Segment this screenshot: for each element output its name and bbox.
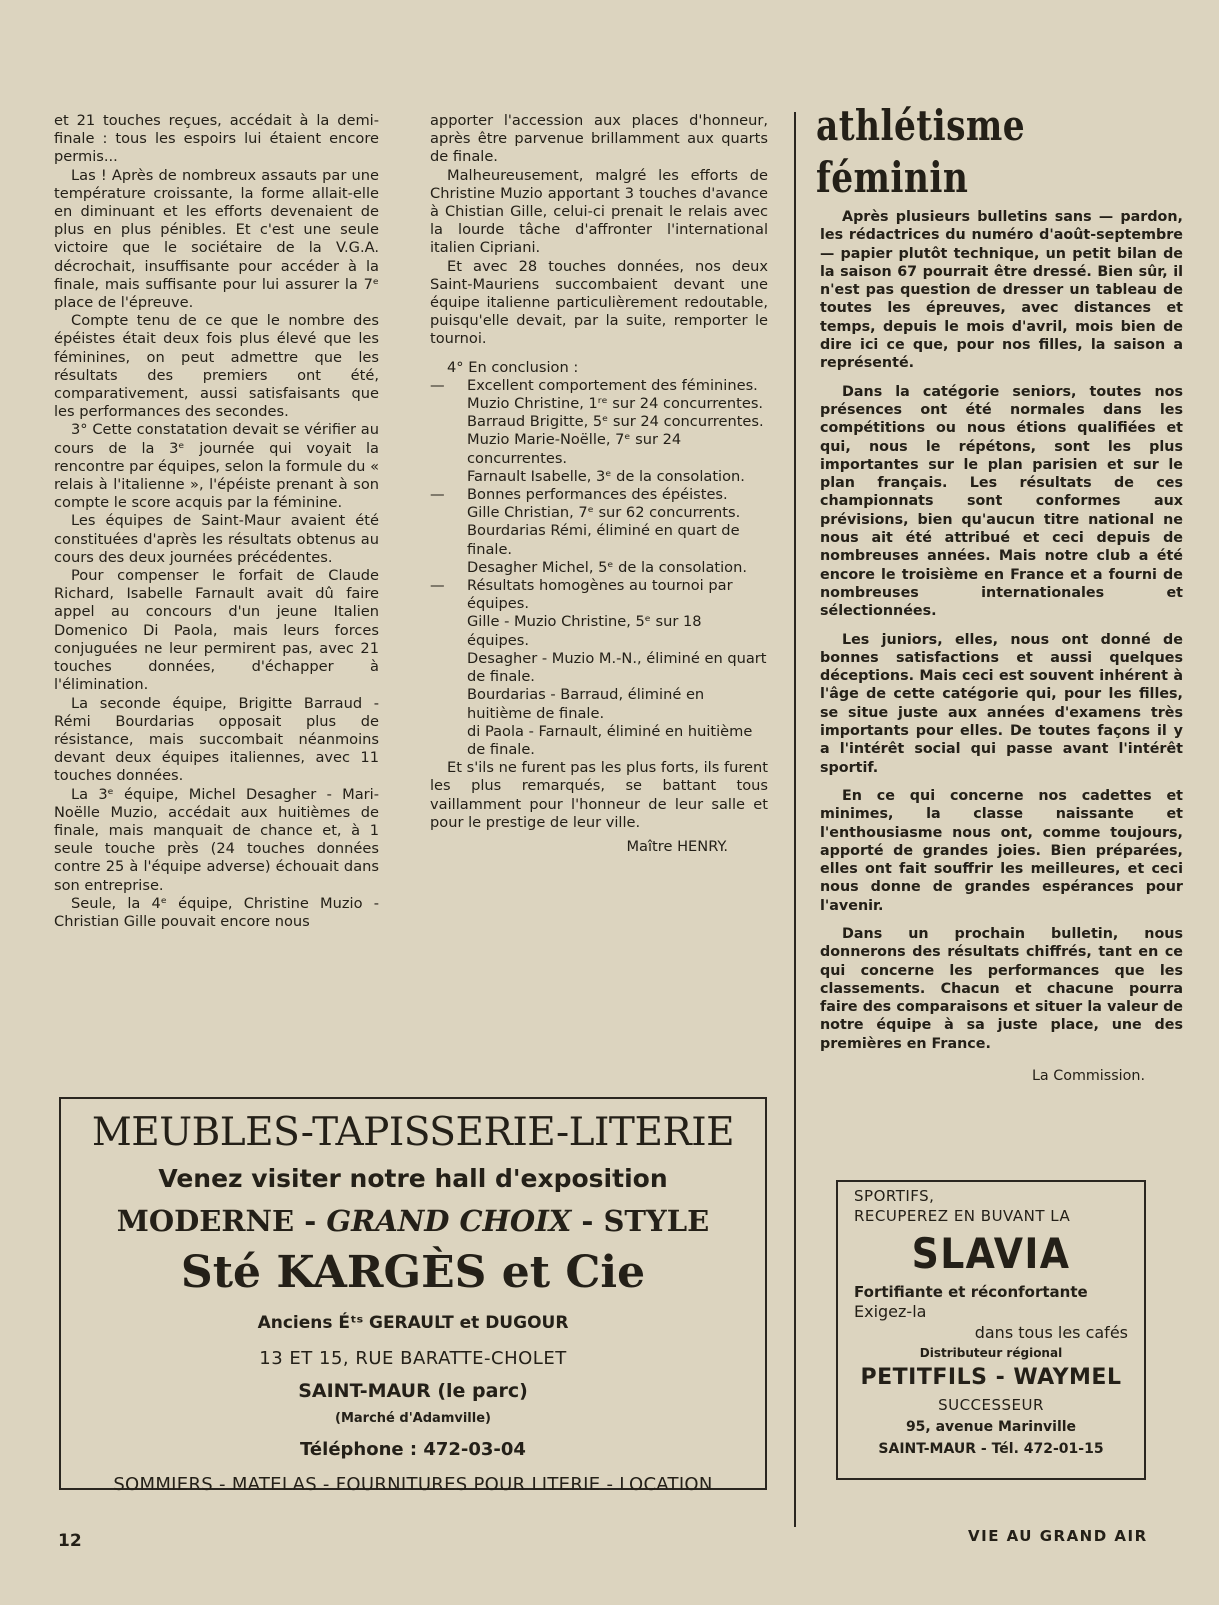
paragraph: Compte tenu de ce que le nombre des épéistes était deux fois plus élevé que les féminines, on peut admettre que les résultats des premiers ont été, comparativement, aussi satisfaisants que les performances des secondes. [54,312,379,421]
section-heading: Résultats homogènes au tournoi par équipes. [467,577,733,613]
result-entry: Muzio Christine, 1ʳᵉ sur 24 concurrentes. [467,395,764,413]
ad-address: 13 ET 15, RUE BARATTE-CHOLET [259,1348,567,1369]
paragraph: apporter l'accession aux places d'honneur, après être parvenue brillamment aux quarts de finale. [430,112,768,166]
ad-former-name: Anciens Éᵗˢ GERAULT et DUGOUR [257,1313,569,1333]
paragraph: et 21 touches reçues, accédait à la demi-finale : tous les espoirs lui étaient encore permis... [54,112,379,166]
column-divider [794,112,796,1527]
ad-slogan-part: MODERNE - [116,1204,327,1238]
ad-slogan [61,1199,765,1243]
paragraph: Les équipes de Saint-Maur avaient été constituées d'après les résultats obtenus au cours des deux journées précédentes. [54,512,379,566]
section-heading: Excellent comportement des féminines. [467,376,758,394]
section-heading: Bonnes performances des épéistes. [467,486,728,504]
result-entry: Gille - Muzio Christine, 5ᵉ sur 18 équipes. [467,613,702,649]
ad-tagline: Fortifiante et réconfortante [854,1283,1088,1301]
paragraph: Las ! Après de nombreux assauts par une température croissante, la forme allait-elle en diminuant et les efforts devenaient de plus en plus pénibles. Et c'est une seule victoire que le sociétaire de la V.G.A. décrochait, insuffisante pour accéder à la finale, mais suffisante pour lui assurer la 7ᵉ place de l'épreuve. [54,166,379,312]
ad-distributor-name: PETITFILS - WAYMEL [860,1365,1122,1390]
ad-successor: SUCCESSEUR [938,1396,1044,1414]
result-entry: Barraud Brigitte, 5ᵉ sur 24 concurrentes. [467,413,764,431]
paragraph: Et avec 28 touches données, nos deux Saint-Mauriens succombaient devant une équipe italienne particulièrement redoutable, puisqu'elle devait, par la suite, remporter le tournoi. [430,257,768,348]
conclusion-heading: 4° En conclusion : [447,358,579,376]
results-section [430,486,768,504]
paragraph: Seule, la 4ᵉ équipe, Christine Muzio - Christian Gille pouvait encore nous [54,894,379,930]
ad-distributor-label: Distributeur régional [919,1346,1063,1360]
paragraph: La seconde équipe, Brigitte Barraud - Rémi Bourdarias opposait plus de résistance, mais succombait néanmoins devant deux équipes italiennes, avec 11 touches données. [54,694,379,785]
result-entry: di Paola - Farnault, éliminé en huitième de finale. [467,722,753,758]
ad-company: Sté KARGÈS et Cie [180,1247,646,1298]
paragraph: Et s'ils ne furent pas les plus forts, ils furent les plus remarqués, se battant tous vaillamment pour l'honneur de leur salle et pour le prestige de leur ville. [430,759,768,831]
paragraph: Les juniors, elles, nous ont donné de bonnes satisfactions et aussi quelques déceptions. Mais ceci est souvent inhérent à l'âge de cette catégorie qui, pour les filles, se situe juste aux années d'examens très importants pour elles. De toutes façons il y a l'intérêt social qui passe avant l'intérêt sportif. [820,631,1183,776]
result-entry: Muzio Marie-Noëlle, 7ᵉ sur 24 concurrentes. [467,431,682,467]
paragraph: Dans un prochain bulletin, nous donnerons des résultats chiffrés, tant en ce qui concerne les performances que les classements. Chacun et chacune pourra faire des comparaisons et situer la valeur de notre équipe à sa juste place, une des premières en France. [820,925,1183,1052]
result-entry: Bourdarias Rémi, éliminé en quart de finale. [467,522,740,558]
result-entry: Desagher - Muzio M.-N., éliminé en quart de finale. [467,649,767,686]
paragraph: Après plusieurs bulletins sans — pardon, les rédactrices du numéro d'août-septembre — papier plutôt technique, un petit bilan de la saison 67 pourrait être dressé. Bien sûr, il n'est pas question de dresser un tableau de toutes les épreuves, avec distances et temps, depuis le mois d'avril, mois bien de dire ici ce que, pour nos filles, la saison a représenté. [820,209,1183,372]
ad-address: 95, avenue Marinville [905,1419,1077,1435]
dash: — [430,486,445,504]
ad-invitation: Venez visiter notre hall d'exposition [158,1164,668,1193]
results-section [430,577,768,613]
article-signature: La Commission. [1031,1068,1145,1085]
section-title: athlétisme féminin [816,101,1026,202]
fencing-article-column-1 [54,112,379,931]
dash: — [430,376,445,394]
furniture-advertisement [59,1097,767,1495]
ad-city-phone: SAINT-MAUR - Tél. 472-01-15 [878,1441,1104,1457]
paragraph: En ce qui concerne nos cadettes et minimes, la classe naissante et l'enthousiasme nous ont, comme toujours, apporté de grandes joies. Bien préparées, elles ont fait souffrir les meilleures, et ceci nous donne de grandes espérances pour l'avenir. [820,787,1183,914]
slavia-advertisement [836,1180,1146,1480]
paragraph: 3° Cette constatation devait se vérifier au cours de la 3ᵉ journée qui voyait la rencontre par équipes, selon la formule du « relais à l'italienne », l'épéiste prenant à son compte le score acquis par la féminine. [54,421,379,512]
ad-phone: Téléphone : 472-03-04 [300,1439,526,1460]
ad-products: SOMMIERS - MATELAS - FOURNITURES POUR LITERIE - LOCATION [113,1474,713,1495]
ad-market: (Marché d'Adamville) [335,1411,491,1426]
article-signature: Maître HENRY. [626,837,728,855]
page-number: 12 [58,1531,82,1551]
result-entry: Desagher Michel, 5ᵉ de la consolation. [467,558,747,576]
results-section [430,377,768,395]
ad-line: RECUPEREZ EN BUVANT LA [854,1207,1071,1225]
paragraph: La 3ᵉ équipe, Michel Desagher - Mari-Noëlle Muzio, accédait aux huitièmes de finale, mais manquait de chance et, à 1 seule touche près (24 touches données contre 25 à l'équipe adverse) échouait dans son entreprise. [54,785,379,894]
ad-brand: SLAVIA [911,1229,1071,1278]
ad-line: Exigez-la [854,1302,927,1321]
athletics-article [820,208,1183,1085]
paragraph: Pour compenser le forfait de Claude Richard, Isabelle Farnault avait dû faire appel au concours d'un jeune Italien Domenico Di Paola, mais leurs forces conjuguées ne leur permirent pas, avec 21 touches données, d'échapper à l'élimination. [54,567,379,694]
paragraph: Dans la catégorie seniors, toutes nos présences ont été normales dans les compétitions ou nous étions qualifiées et qui, nous le répétons, sont les plus importantes sur le plan parisien et sur le plan français. Les résultats de ces championnats sont conformes aux prévisions, bien qu'aucun titre national ne nous ait été attribué et ceci depuis de nombreuses années. Mais notre club a été encore le troisième en France et a fourni de nombreuses internationales et sélectionnées. [820,383,1183,620]
magazine-name: VIE AU GRAND AIR [968,1527,1148,1545]
paragraph: Malheureusement, malgré les efforts de Christine Muzio apportant 3 touches d'avance à Chistian Gille, celui-ci prenait le relais avec la lourde tâche d'affronter l'international italien Cipriani. [430,166,768,257]
ad-city: SAINT-MAUR (le parc) [298,1380,528,1402]
result-entry: Bourdarias - Barraud, éliminé en huitième de finale. [467,686,705,722]
ad-headline: MEUBLES-TAPISSERIE-LITERIE [91,1110,735,1155]
result-entry: Gille Christian, 7ᵉ sur 62 concurrents. [467,504,741,522]
ad-line: SPORTIFS, [854,1187,935,1205]
ad-line: dans tous les cafés [974,1323,1128,1342]
ad-slogan-part: - STYLE [571,1204,710,1238]
result-entry: Farnault Isabelle, 3ᵉ de la consolation. [467,467,745,485]
ad-slogan-emphasis: GRAND CHOIX [326,1204,572,1238]
dash: — [430,577,445,595]
fencing-article-column-2 [430,112,768,856]
